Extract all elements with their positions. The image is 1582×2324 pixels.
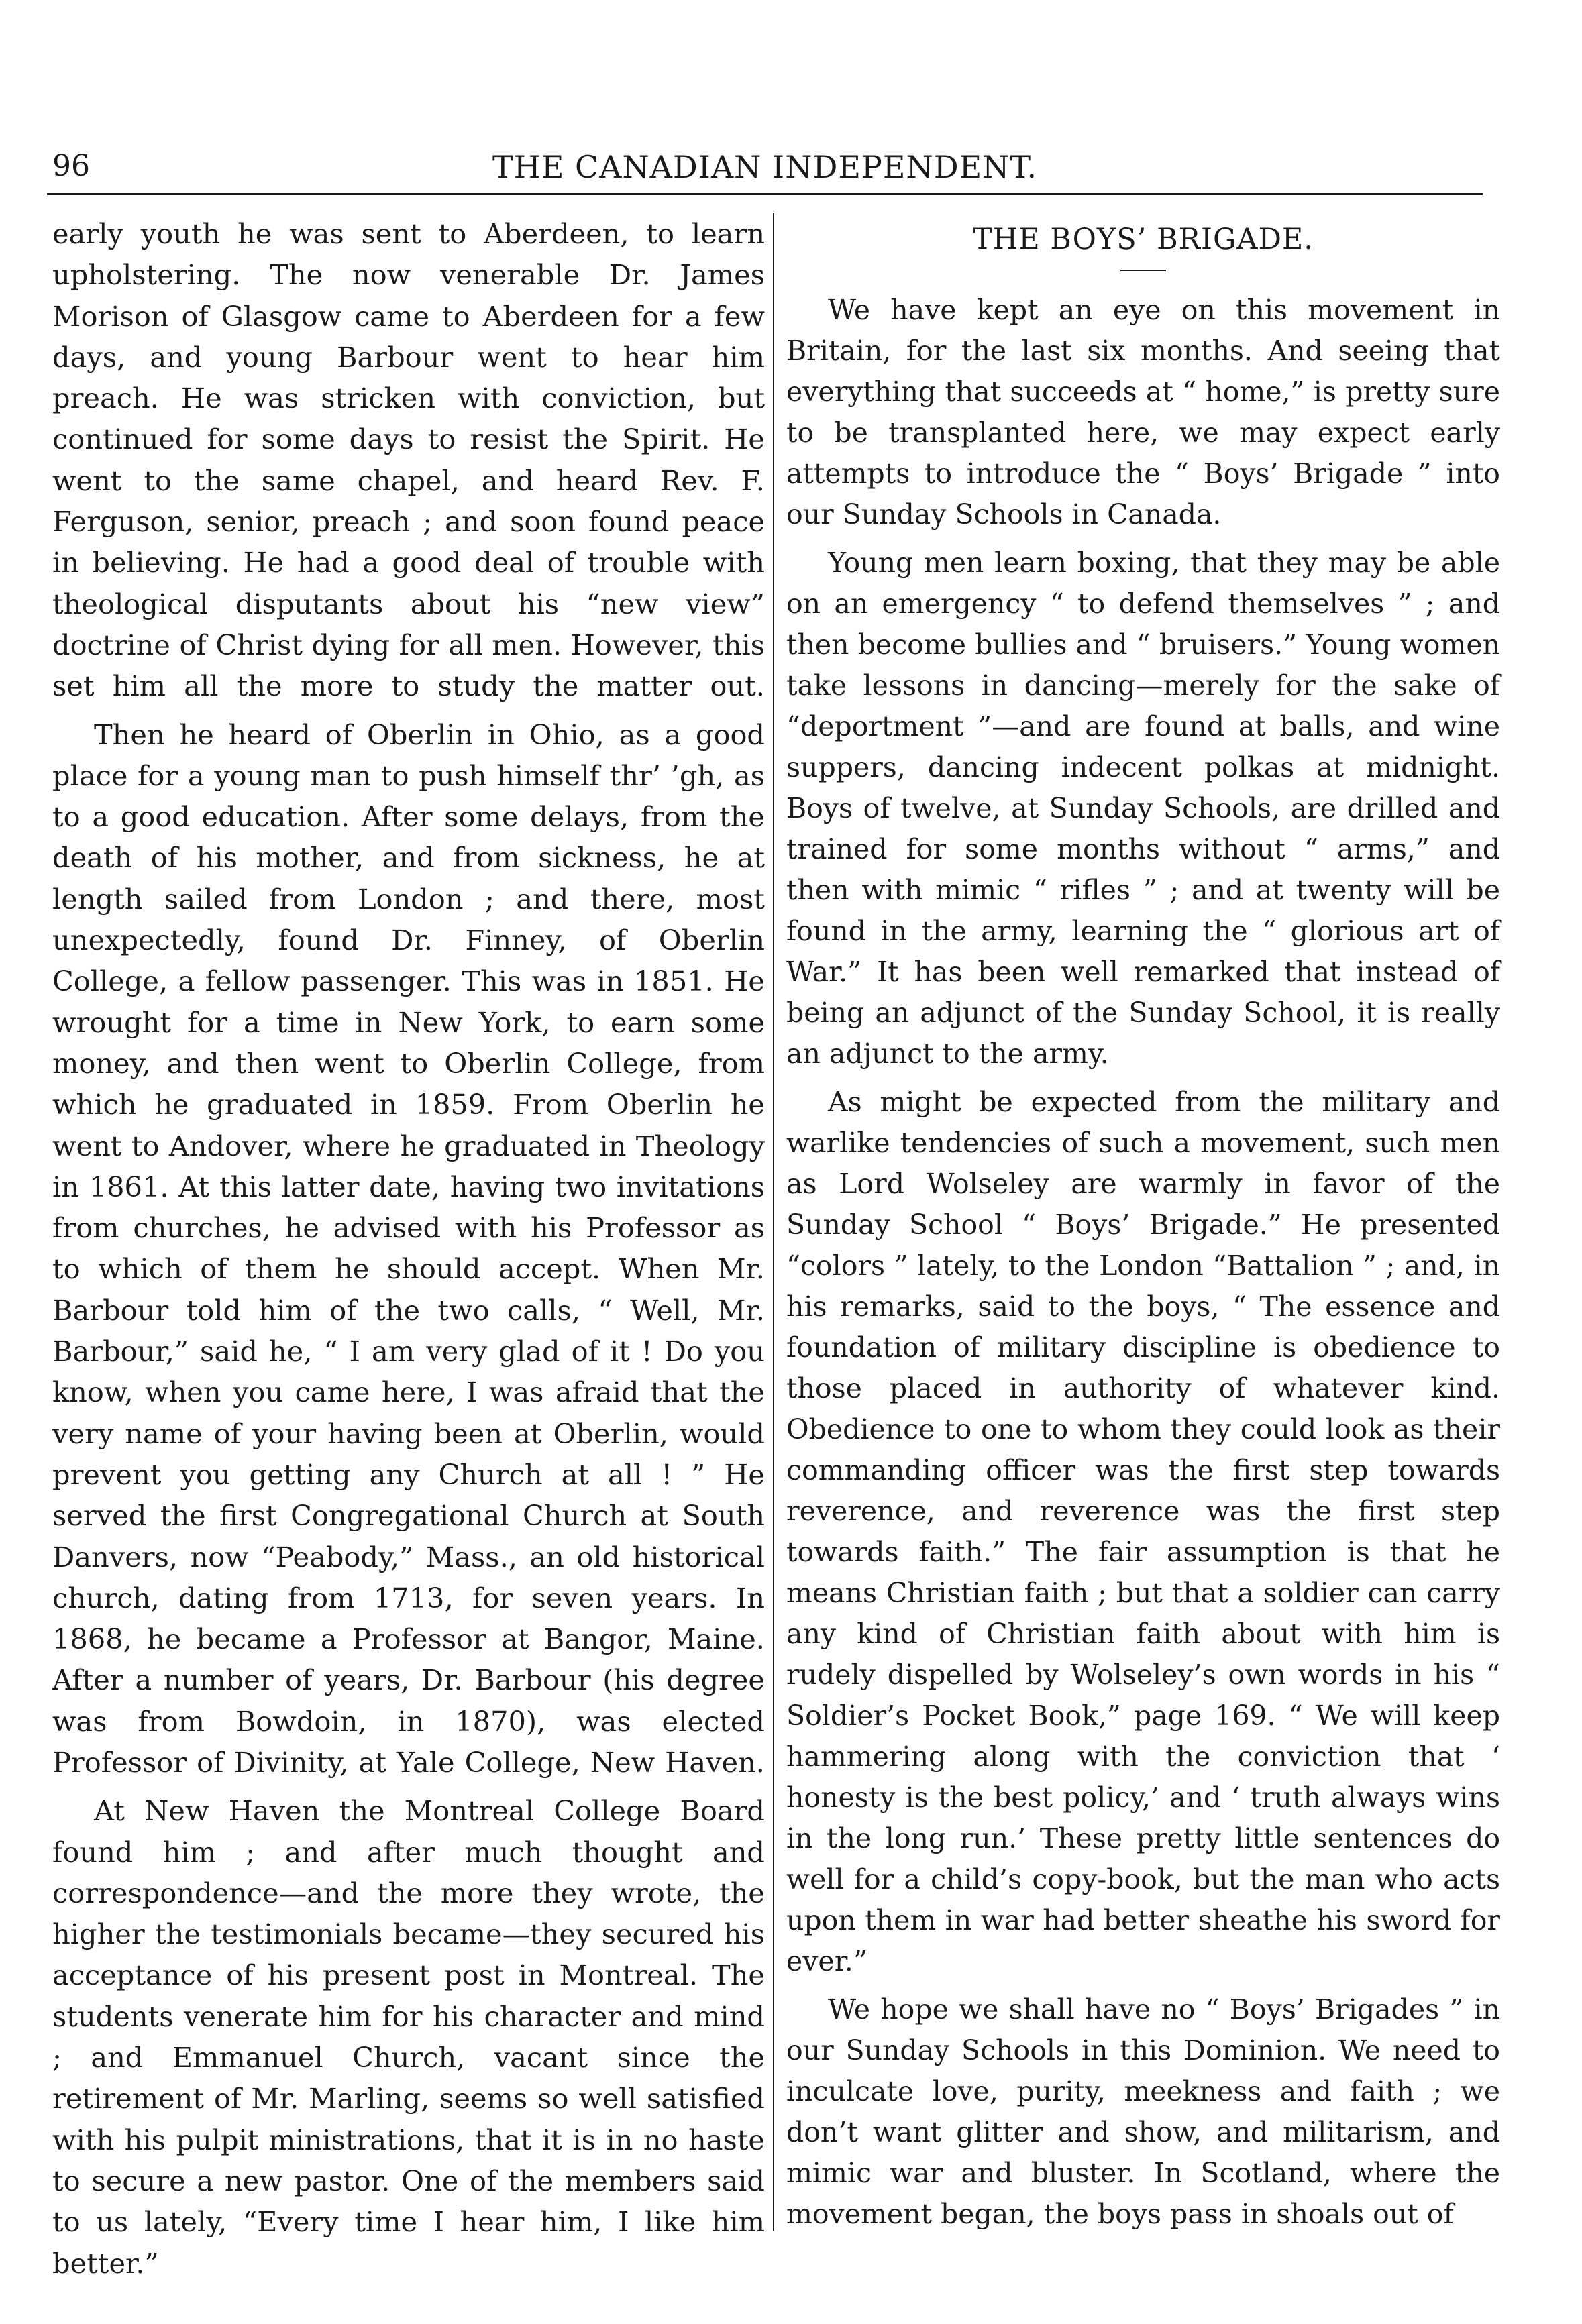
article-paragraph: We hope we shall have no “ Boys’ Brigades ” in our Sunday Schools in this Dominion. We need to inculcate love, purity, meekness and faith ; we don’t want glitter and show, and militarism, and mimic war and bluster. In Scotland, where the movement began, the boys pass in shoals out of [786,1993,1500,2230]
page-header [47,140,1483,195]
article-paragraph: At New Haven the Montreal College Board found him ; and after much thought and correspondence—and the more they wrote, the higher the testimonials became—they secured his acceptance of his present post in Montreal. The students venerate him for his character and mind ; and Emmanuel Church, vacant since the retirement of Mr. Marling, seems so well satisfied with his pulpit ministrations, that it is in no haste to secure a new pastor. One of the members said to us lately, “Every time I hear him, I like him better.” [52,1794,765,2280]
page-number: 96 [52,149,90,183]
column-divider [773,213,774,2231]
article-paragraph: Young men learn boxing, that they may be able on an emergency “ to defend themselves ” ; and then become bullies and “ bruisers.” Young women take lessons in dancing—merely for the sake of “deportment ”—and are found at balls, and wine suppers, dancing indecent polkas at midnight. Boys of twelve, at Sunday Schools, are drilled and trained for some months without “ arms,” and then with mimic “ rifles ” ; and at twenty will be found in the army, learning the “ glorious art of War.” It has been well remarked that instead of being an adjunct of the Sunday School, it is really an adjunct to the army. [786,547,1500,1070]
article-paragraph: As might be expected from the military and warlike tendencies of such a movement, such men as Lord Wolseley are warmly in favor of the Sunday School “ Boys’ Brigade.” He presented “colors ” lately, to the London “Battalion ” ; and, in his remarks, said to the boys, “ The essence and foundation of military discipline is obedience to those placed in authority of whatever kind. Obedience to one to whom they could look as their commanding officer was the first step towards reverence, and reverence was the first step towards faith.” The fair assumption is that he means Christian faith ; but that a soldier can carry any kind of Christian faith about with him is rudely dispelled by Wolseley’s own words in his “ Soldier’s Pocket Book,” page 169. “ We will keep hammering along with the conviction that ‘ honesty is the best policy,’ and ‘ truth always wins in the long run.’ These pretty little sentences do well for a child’s copy-book, but the man who acts upon them in war had better sheathe his sword for ever.” [786,1086,1500,1977]
left-column [52,213,765,2284]
article-paragraph: We have kept an eye on this movement in Britain, for the last six months. And seeing that everything that succeeds at “ home,” is pretty sure to be transplanted here, we may expect early attempts to introduce the “ Boys’ Brigade ” into our Sunday Schools in Canada. [786,294,1500,531]
article-paragraph: Then he heard of Oberlin in Ohio, as a good place for a young man to push himself thr’ ’gh, as to a good education. After some delays, from the death of his mother, and from sickness, he at length sailed from London ; and there, most unexpectedly, found Dr. Finney, of Oberlin College, a fellow passenger. This was in 1851. He wrought for a time in New York, to earn some money, and then went to Oberlin College, from which he graduated in 1859. From Oberlin he went to Andover, where he graduated in Theology in 1861. At this latter date, having two invitations from churches, he advised with his Professor as to which of them he should accept. When Mr. Barbour told him of the two calls, “ Well, Mr. Barbour,” said he, “ I am very glad of it ! Do you know, when you came here, I was afraid that the very name of your having been at Oberlin, would prevent you getting any Church at all ! ” He served the first Congregational Church at South Danvers, now “Peabody,” Mass., an old historical church, dating from 1713, for seven years. In 1868, he became a Professor at Bangor, Maine. After a number of years, Dr. Barbour (his degree was from Bowdoin, in 1870), was elected Professor of Divinity, at Yale College, New Haven. [52,718,765,1779]
article-paragraph: early youth he was sent to Aberdeen, to learn upholstering. The now venerable Dr. James Morison of Glasgow came to Aberdeen for a few days, and young Barbour went to hear him preach. He was stricken with conviction, but continued for some days to resist the Spirit. He went to the same chapel, and heard Rev. F. Ferguson, senior, preach ; and soon found peace in believing. He had a good deal of trouble with theological disputants about his “new view” doctrine of Christ dying for all men. However, this set him all the more to study the matter out. [52,217,765,703]
right-column [786,213,1500,2235]
section-heading: THE BOYS’ BRIGADE. [973,223,1314,256]
heading-rule [1120,270,1166,271]
running-title: THE CANADIAN INDEPENDENT. [492,149,1037,185]
